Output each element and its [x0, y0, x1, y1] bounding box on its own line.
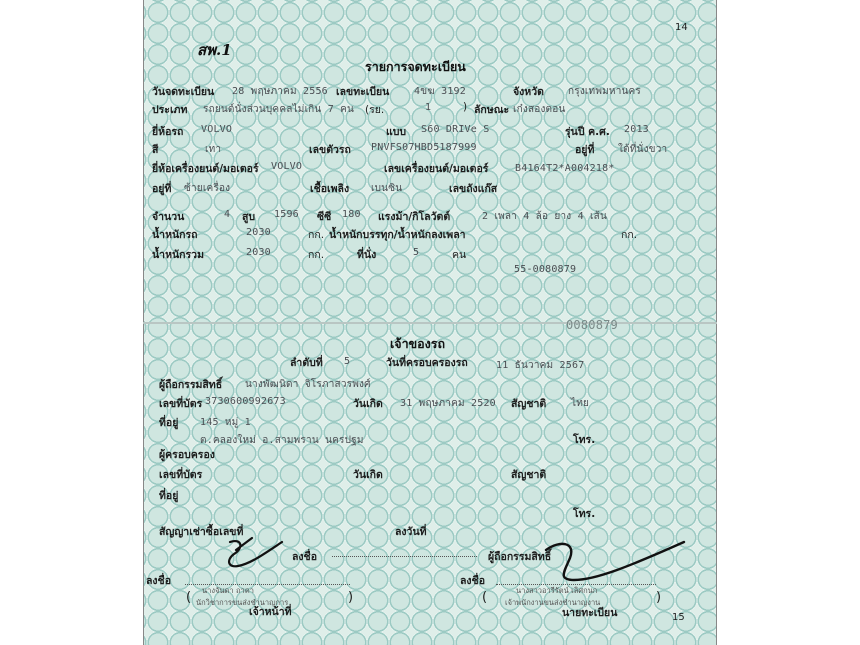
engine-location: ซ้ายเครื่อง	[184, 183, 231, 194]
vehicle-type: รถยนต์นั่งส่วนบุคคลไม่เกิน 7 คน	[203, 104, 355, 115]
chassis-location: ใต้ที่นั่งขวา	[618, 144, 668, 155]
possessor-label: ผู้ครอบครอง	[159, 449, 215, 461]
tel-label: โทร.	[573, 434, 596, 446]
id-number: 3730600992673	[205, 396, 286, 407]
left-signer-name: นางจันดา ถาคา	[202, 586, 254, 595]
year-label: รุ่นปี ค.ศ.	[565, 126, 610, 138]
engine-number-label: เลขเครื่องยนต์/มอเตอร์	[384, 163, 489, 175]
left-signer-title: นักวิชาการขนส่งชำนาญการ	[196, 598, 289, 607]
page-fold	[143, 322, 717, 324]
engine-number: B4164T2*A004218*	[515, 163, 615, 174]
cylinder-label: สูบ	[242, 211, 256, 223]
seats-label: ที่นั่ง	[357, 249, 377, 261]
hp-label: แรงม้า/กิโลวัตต์	[378, 211, 451, 223]
registrar-signature	[540, 536, 690, 588]
owner-title: เจ้าของรถ	[390, 336, 446, 351]
nationality-label: สัญชาติ	[511, 398, 547, 410]
paren-close-left: )	[348, 590, 354, 605]
birth-label: วันเกิด	[353, 398, 383, 410]
weight-label: น้ำหนักรถ	[152, 229, 198, 241]
own-date: 11 ธันวาคม 2567	[496, 360, 585, 371]
address-line-2: ต.คลองใหม่ อ.สามพราน นครปฐม	[200, 435, 364, 446]
rb-close: )	[463, 101, 468, 113]
possessor-tel-label: โทร.	[573, 508, 596, 520]
fuel-label: เชื้อเพลิง	[310, 183, 350, 195]
province: กรุงเทพมหานคร	[568, 86, 642, 97]
engine-brand: VOLVO	[271, 161, 303, 172]
right-signer-name: นางสาวอารีรัตน์ เลิศกนก	[516, 586, 598, 595]
plate-label: เลขทะเบียน	[336, 86, 390, 98]
gross-weight: 2030	[246, 247, 271, 258]
left-signer-role: เจ้าหน้าที่	[249, 606, 292, 618]
watermark-logo: carsome	[735, 536, 826, 561]
fuel: เบนซิน	[371, 183, 403, 194]
order: 5	[344, 356, 351, 367]
chassis-number: PNVFS07HBD5187999	[371, 142, 477, 153]
handwritten-tag: สพ.1	[197, 41, 232, 59]
officer-signature	[212, 528, 302, 576]
count: 4	[224, 209, 231, 220]
lease-label: สัญญาเช่าซื้อเลขที่	[159, 526, 244, 538]
watermark-tagline: รถมือสองคุณภาพ	[740, 566, 801, 575]
sign-label-mid: ลงชื่อ	[292, 551, 317, 563]
page-number-bottom: 15	[672, 612, 685, 623]
right-signer-title: เจ้าพนักงานขนส่งชำนาญงาน	[505, 598, 601, 607]
weight: 2030	[246, 227, 271, 238]
body-label: ลักษณะ	[474, 104, 510, 116]
address-line-1: 145 หมู่ 1	[200, 417, 251, 428]
serial-number: 55-0080879	[514, 264, 577, 275]
gross-weight-label: น้ำหนักรวม	[152, 249, 204, 261]
cc-label: ซีซี	[317, 211, 332, 223]
cylinders: 1596	[274, 209, 299, 220]
own-date-label: วันที่ครอบครองรถ	[386, 357, 468, 369]
holder-label: ผู้ถือกรรมสิทธิ์	[159, 379, 223, 391]
rb-value: 1	[425, 102, 432, 113]
load-unit: กก.	[621, 229, 638, 241]
engine-location-label: อยู่ที่	[152, 183, 172, 195]
color: เทา	[205, 144, 222, 155]
possessor-address-label: ที่อยู่	[159, 490, 179, 502]
address-label: ที่อยู่	[159, 417, 179, 429]
province-label: จังหวัด	[513, 86, 544, 98]
persons-unit: คน	[452, 249, 467, 261]
possessor-id-label: เลขที่บัตร	[159, 469, 203, 481]
gas-tank-label: เลขถังแก๊ส	[449, 183, 498, 195]
nationality: ไทย	[571, 398, 590, 409]
rb-label: (รย.	[365, 104, 385, 116]
right-signer-role: นายทะเบียน	[562, 607, 618, 619]
holder-sign-label: ผู้ถือกรรมสิทธิ์	[488, 551, 552, 563]
brand-label: ยี่ห้อรถ	[152, 126, 184, 138]
registration-title: รายการจดทะเบียน	[365, 59, 466, 74]
sign-line-mid	[332, 556, 477, 557]
color-label: สี	[152, 144, 159, 156]
year: 2013	[624, 124, 649, 135]
page-number-top: 14	[675, 22, 688, 33]
model-label: แบบ	[386, 126, 407, 138]
hp-axles: 2 เพลา 4 ล้อ ยาง 4 เส้น	[482, 211, 607, 222]
paren-open-right: (	[482, 590, 488, 605]
type-label: ประเภท	[152, 104, 188, 116]
weight-unit: กก.	[308, 229, 325, 241]
load-label: น้ำหนักบรรทุก/น้ำหนักลงเพลา	[329, 229, 466, 241]
plate: 4ขฆ 3192	[414, 86, 466, 97]
faded-serial: 0080879	[566, 318, 618, 332]
engine-brand-label: ยี่ห้อเครื่องยนต์/มอเตอร์	[152, 163, 259, 175]
chassis-label: เลขตัวรถ	[309, 144, 351, 156]
sign-label-right: ลงชื่อ	[460, 575, 485, 587]
paren-close-right: )	[656, 590, 662, 605]
body-type: เก๋งสองตอน	[513, 104, 566, 115]
seats: 5	[413, 247, 420, 258]
gross-unit: กก.	[308, 249, 325, 261]
reg-date-label: วันจดทะเบียน	[152, 86, 215, 98]
lease-date-label: ลงวันที่	[395, 526, 427, 538]
reg-date: 28 พฤษภาคม 2556	[232, 86, 328, 97]
birth-date: 31 พฤษภาคม 2520	[400, 398, 496, 409]
paren-open-left: (	[186, 590, 192, 605]
holder-name: นางพัฒนิดา จิโรภาสวรพงศ์	[245, 379, 371, 390]
model: S60 DRIVe S	[421, 124, 490, 135]
sign-label-left: ลงชื่อ	[146, 575, 171, 587]
possessor-nationality-label: สัญชาติ	[511, 469, 547, 481]
possessor-birth-label: วันเกิด	[353, 469, 383, 481]
chassis-location-label: อยู่ที่	[575, 144, 595, 156]
order-label: ลำดับที่	[290, 357, 323, 369]
brand: VOLVO	[201, 124, 233, 135]
id-label: เลขที่บัตร	[159, 398, 203, 410]
count-label: จำนวน	[152, 211, 185, 223]
cc: 180	[342, 209, 361, 220]
